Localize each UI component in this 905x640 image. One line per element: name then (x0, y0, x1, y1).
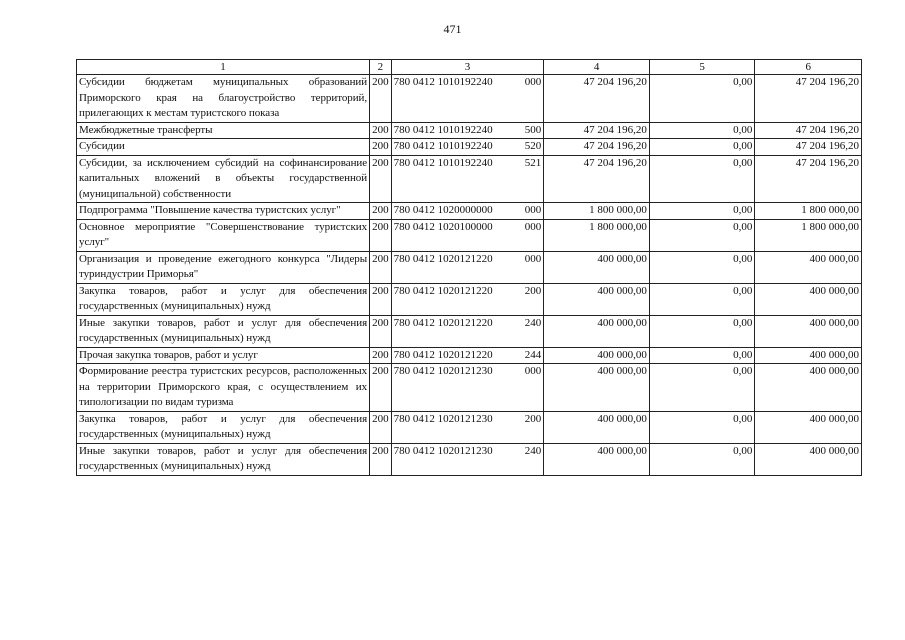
row-col4: 47 204 196,20 (544, 139, 650, 156)
row-expense-type: 500 (524, 123, 542, 136)
table-row (77, 364, 862, 412)
row-col6: 47 204 196,20 (755, 155, 862, 203)
row-col6: 400 000,00 (755, 315, 862, 347)
row-col4: 400 000,00 (544, 251, 650, 283)
row-col5: 0,00 (649, 283, 755, 315)
row-name: Субсидии, за исключением субсидий на софинансирование капитальных вложений в объекты государственной (муниципальной) собственности (77, 155, 370, 203)
row-col6: 1 800 000,00 (755, 203, 862, 220)
table-row (77, 155, 862, 203)
row-col6: 400 000,00 (755, 347, 862, 364)
header-row (77, 60, 862, 75)
row-expense-type: 244 (524, 348, 542, 361)
row-col2: 200 (370, 347, 392, 364)
row-name: Субсидии (77, 139, 370, 156)
row-classification-code: 780 0412 1020121230 (393, 365, 493, 377)
table-row (77, 347, 862, 364)
row-classification-code: 780 0412 1020121220 (393, 348, 493, 361)
row-col2: 200 (370, 155, 392, 203)
row-expense-type: 240 (524, 444, 542, 457)
row-col5: 0,00 (649, 443, 755, 475)
row-col2: 200 (370, 443, 392, 475)
row-classification-code: 780 0412 1010192240 (393, 140, 493, 152)
table-row (77, 75, 862, 123)
row-code-cell (391, 411, 544, 443)
row-name: Закупка товаров, работ и услуг для обеспечения государственных (муниципальных) нужд (77, 283, 370, 315)
row-classification-code: 780 0412 1020121230 (393, 412, 493, 425)
row-code-cell (391, 203, 544, 220)
column-header: 2 (370, 60, 392, 75)
row-col4: 400 000,00 (544, 364, 650, 412)
row-col2: 200 (370, 219, 392, 251)
row-col6: 47 204 196,20 (755, 122, 862, 139)
row-col2: 200 (370, 139, 392, 156)
table-row (77, 411, 862, 443)
row-col6: 47 204 196,20 (755, 75, 862, 123)
table-row (77, 251, 862, 283)
row-col4: 400 000,00 (544, 347, 650, 364)
row-code-cell (391, 443, 544, 475)
row-col4: 400 000,00 (544, 283, 650, 315)
row-classification-code: 780 0412 1020121220 (393, 284, 493, 297)
row-expense-type: 520 (524, 140, 542, 152)
row-expense-type: 240 (524, 316, 542, 329)
row-classification-code: 780 0412 1020121220 (393, 252, 493, 265)
row-col2: 200 (370, 283, 392, 315)
page-number: 471 (443, 22, 462, 36)
row-col2: 200 (370, 75, 392, 123)
row-code-cell (391, 155, 544, 203)
column-header: 4 (544, 60, 650, 75)
row-classification-code: 780 0412 1010192240 (393, 76, 493, 88)
row-col4: 400 000,00 (544, 315, 650, 347)
row-expense-type: 000 (524, 76, 542, 88)
row-col2: 200 (370, 122, 392, 139)
row-expense-type: 000 (524, 204, 542, 216)
row-name: Закупка товаров, работ и услуг для обеспечения государственных (муниципальных) нужд (77, 411, 370, 443)
row-col4: 1 800 000,00 (544, 203, 650, 220)
row-classification-code: 780 0412 1020121220 (393, 316, 493, 329)
row-col6: 400 000,00 (755, 283, 862, 315)
row-col5: 0,00 (649, 139, 755, 156)
row-expense-type: 000 (524, 252, 542, 265)
table-row (77, 443, 862, 475)
row-name: Формирование реестра туристских ресурсов, расположенных на территории Приморского края, с осуществлением их типологизации по видам туризма (77, 364, 370, 412)
row-name: Основное мероприятие "Совершенствование туристских услуг" (77, 219, 370, 251)
row-col5: 0,00 (649, 155, 755, 203)
table-row (77, 219, 862, 251)
row-code-cell (391, 219, 544, 251)
row-col2: 200 (370, 364, 392, 412)
row-col6: 400 000,00 (755, 364, 862, 412)
row-col4: 47 204 196,20 (544, 155, 650, 203)
row-code-cell (391, 139, 544, 156)
row-name: Субсидии бюджетам муниципальных образований Приморского края на благоустройство территорий, прилегающих к местам туристского показа (77, 75, 370, 123)
row-name: Иные закупки товаров, работ и услуг для обеспечения государственных (муниципальных) нужд (77, 443, 370, 475)
column-header: 3 (391, 60, 544, 75)
table-row (77, 122, 862, 139)
table-row (77, 203, 862, 220)
row-classification-code: 780 0412 1020000000 (393, 204, 493, 216)
row-code-cell (391, 283, 544, 315)
row-col5: 0,00 (649, 251, 755, 283)
row-name: Межбюджетные трансферты (77, 122, 370, 139)
row-col6: 400 000,00 (755, 443, 862, 475)
row-expense-type: 000 (524, 365, 542, 377)
row-col6: 400 000,00 (755, 411, 862, 443)
row-classification-code: 780 0412 1010192240 (393, 156, 493, 169)
table-row (77, 283, 862, 315)
column-header: 6 (755, 60, 862, 75)
row-col4: 47 204 196,20 (544, 75, 650, 123)
row-code-cell (391, 251, 544, 283)
table-row (77, 315, 862, 347)
row-name: Организация и проведение ежегодного конкурса "Лидеры туриндустрии Приморья" (77, 251, 370, 283)
row-col6: 1 800 000,00 (755, 219, 862, 251)
row-col2: 200 (370, 203, 392, 220)
row-col6: 400 000,00 (755, 251, 862, 283)
row-col4: 400 000,00 (544, 411, 650, 443)
row-col5: 0,00 (649, 122, 755, 139)
row-code-cell (391, 315, 544, 347)
row-expense-type: 200 (524, 412, 542, 425)
row-expense-type: 200 (524, 284, 542, 297)
row-col2: 200 (370, 411, 392, 443)
row-col4: 400 000,00 (544, 443, 650, 475)
row-code-cell (391, 347, 544, 364)
row-col5: 0,00 (649, 75, 755, 123)
column-header: 5 (649, 60, 755, 75)
row-col4: 1 800 000,00 (544, 219, 650, 251)
row-name: Прочая закупка товаров, работ и услуг (77, 347, 370, 364)
row-expense-type: 521 (524, 156, 542, 169)
row-classification-code: 780 0412 1020100000 (393, 220, 493, 233)
row-col5: 0,00 (649, 203, 755, 220)
table-row (77, 139, 862, 156)
row-col5: 0,00 (649, 347, 755, 364)
row-col5: 0,00 (649, 219, 755, 251)
row-col5: 0,00 (649, 411, 755, 443)
row-col5: 0,00 (649, 364, 755, 412)
row-code-cell (391, 364, 544, 412)
row-col4: 47 204 196,20 (544, 122, 650, 139)
row-col5: 0,00 (649, 315, 755, 347)
row-classification-code: 780 0412 1020121230 (393, 444, 493, 457)
row-expense-type: 000 (524, 220, 542, 233)
row-col2: 200 (370, 251, 392, 283)
row-name: Иные закупки товаров, работ и услуг для обеспечения государственных (муниципальных) нужд (77, 315, 370, 347)
row-name: Подпрограмма "Повышение качества туристских услуг" (77, 203, 370, 220)
budget-table (76, 59, 862, 476)
row-col2: 200 (370, 315, 392, 347)
row-classification-code: 780 0412 1010192240 (393, 123, 493, 136)
column-header: 1 (77, 60, 370, 75)
row-col6: 47 204 196,20 (755, 139, 862, 156)
row-code-cell (391, 122, 544, 139)
row-code-cell (391, 75, 544, 123)
